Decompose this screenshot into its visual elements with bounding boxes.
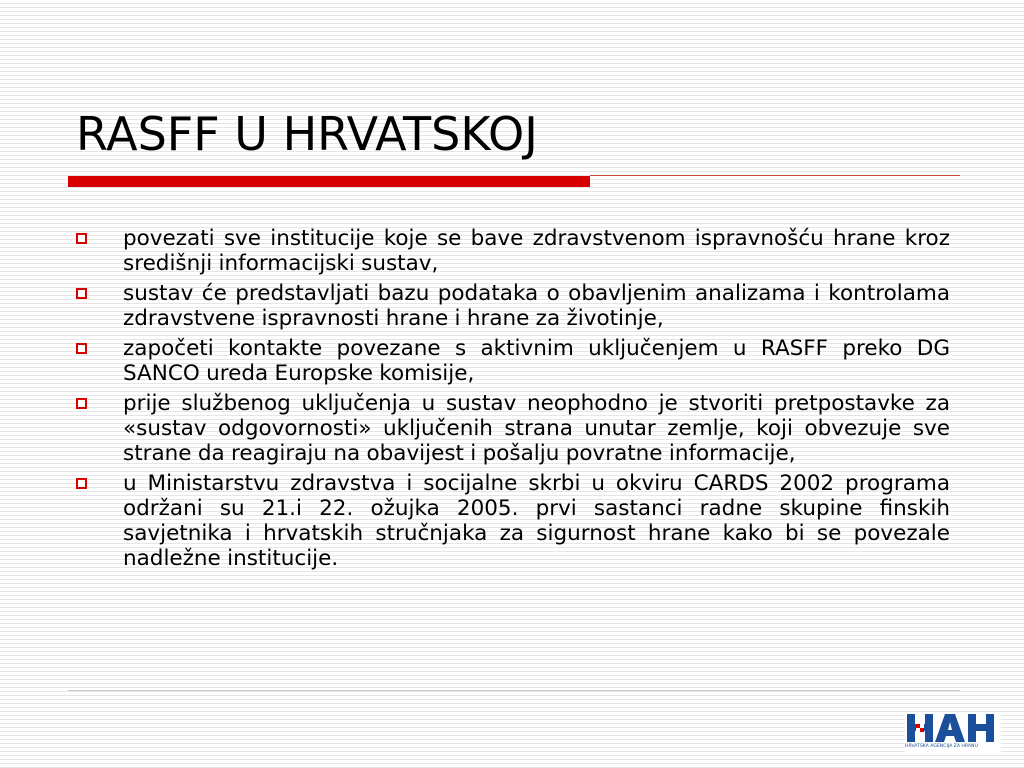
bullet-text: u Ministarstvu zdravstva i socijalne skrbi u okviru CARDS 2002 programa održani su 21.i 22. ožujka 2005. prvi sastanci radne skupine finskih savjetnika i hrvatskih stručnjaka za sigurnost hrane kako bi se povezale nadležne institucije. (123, 471, 950, 571)
bullet-text: povezati sve institucije koje se bave zdravstvenom ispravnošću hrane kroz središnji informacijski sustav, (123, 226, 950, 276)
title-underline-red (68, 176, 590, 187)
slide-title: RASFF U HRVATSKOJ (76, 107, 538, 161)
square-bullet-icon (76, 233, 87, 244)
square-bullet-icon (76, 343, 87, 354)
hah-logo (905, 712, 1001, 752)
list-item (76, 391, 950, 466)
footer-divider (68, 690, 960, 691)
logo-caption: HRVATSKA AGENCIJA ZA HRANU (905, 744, 978, 749)
bullet-text: prije službenog uključenja u sustav neophodno je stvoriti pretpostavke za «sustav odgovornosti» uključenih strana unutar zemlje, koji obvezuje sve strane da reagiraju na obavijest i pošalju povratne informacije, (123, 391, 950, 466)
square-bullet-icon (76, 288, 87, 299)
square-bullet-icon (76, 398, 87, 409)
list-item (76, 226, 950, 276)
square-bullet-icon (76, 478, 87, 489)
bullet-text: sustav će predstavljati bazu podataka o obavljenim analizama i kontrolama zdravstvene ispravnosti hrane i hrane za životinje, (123, 281, 950, 331)
bullet-list (76, 226, 950, 576)
bullet-text: započeti kontakte povezane s aktivnim uključenjem u RASFF preko DG SANCO ureda Europske komisije, (123, 336, 950, 386)
list-item (76, 281, 950, 331)
hah-logo-icon (905, 712, 1001, 744)
list-item (76, 471, 950, 571)
list-item (76, 336, 950, 386)
title-underline-thin (590, 175, 960, 176)
